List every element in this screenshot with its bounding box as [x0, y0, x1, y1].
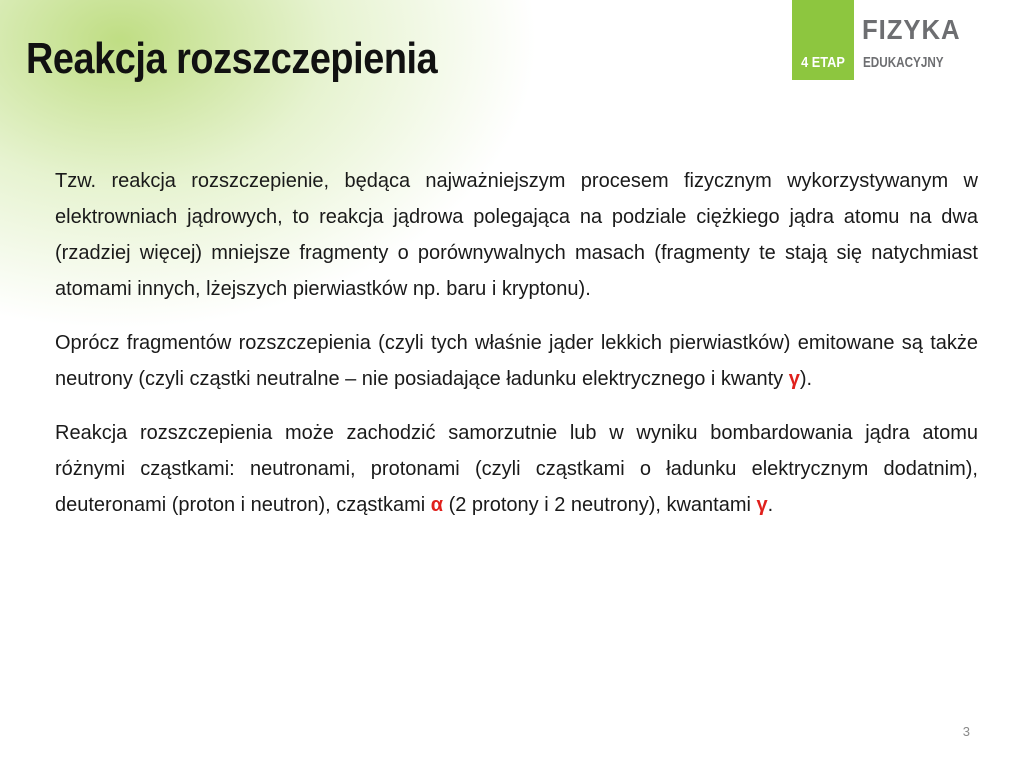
paragraph-3-end: .	[767, 494, 774, 516]
page-number: 3	[962, 724, 970, 739]
gamma-symbol: γ	[756, 494, 768, 516]
paragraph-3	[55, 415, 978, 523]
logo-title-text: FIZYKA	[862, 14, 961, 45]
fizyka-logo	[792, 0, 982, 80]
alpha-symbol: α	[430, 494, 444, 516]
slide-body	[55, 163, 978, 541]
paragraph-1	[55, 163, 978, 307]
logo-subtitle-text: EDUKACYJNY	[863, 54, 944, 71]
paragraph-3-middle: (2 protony i 2 neutrony), kwantami	[443, 494, 757, 516]
paragraph-3-text: Reakcja rozszczepienia może zachodzić samorzutnie lub w wyniku bombardowania jądra atomu różnymi cząstkami: neutronami, protonami (czyli cząstkami o ładunku elektrycznym dodatnim), deuteronami (proton i neutron), cząstkami	[55, 422, 978, 516]
paragraph-1-text: Tzw. reakcja rozszczepienie, będąca najważniejszym procesem fizycznym wykorzystywanym w elektrowniach jądrowych, to reakcja jądrowa polegająca na podziale ciężkiego jądra atomu na dwa (rzadziej więcej) mniejsze fragmenty o porównywalnych masach (fragmenty te stają się natychmiast atomami innych, lżejszych pierwiastków np. baru i kryptonu).	[55, 170, 978, 300]
gamma-symbol: γ	[788, 368, 800, 390]
paragraph-2	[55, 325, 978, 397]
logo-badge-text: 4 ETAP	[801, 54, 845, 71]
paragraph-2-end: ).	[799, 368, 813, 390]
paragraph-2-text: Oprócz fragmentów rozszczepienia (czyli tych właśnie jąder lekkich pierwiastków) emitowane są także neutrony (czyli cząstki neutralne – nie posiadające ładunku elektrycznego i kwanty	[55, 332, 978, 390]
slide-title: Reakcja rozszczepienia	[26, 34, 438, 83]
